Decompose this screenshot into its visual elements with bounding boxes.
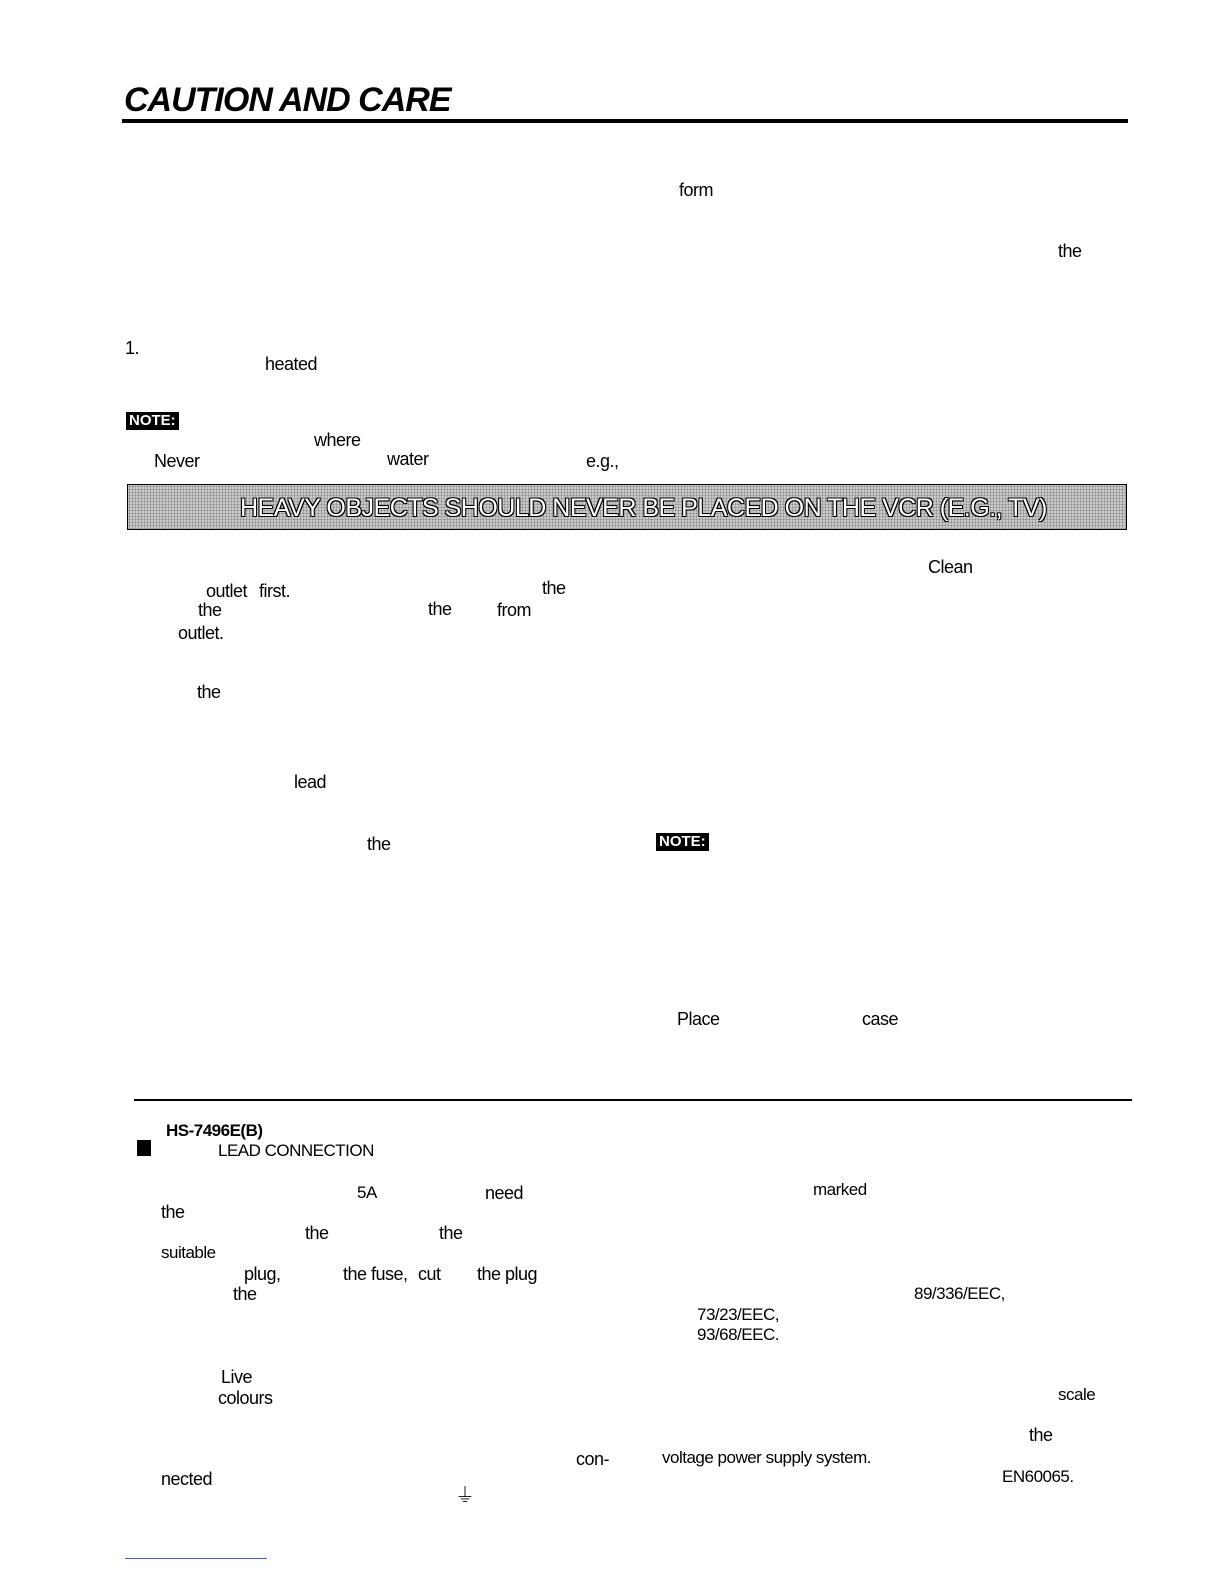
text-fragment: 73/23/EEC,	[697, 1305, 779, 1324]
text-fragment: the plug	[477, 1264, 538, 1284]
text-fragment: 5A	[357, 1183, 377, 1202]
text-fragment: the	[233, 1284, 257, 1304]
text-fragment: e.g.,	[586, 451, 619, 471]
earth-symbol-icon: ⏚	[455, 1485, 475, 1507]
text-fragment: suitable	[161, 1243, 216, 1262]
text-fragment: heated	[265, 354, 318, 374]
text-fragment: where	[314, 430, 361, 450]
text-fragment: case	[862, 1009, 899, 1029]
text-fragment: con-	[576, 1449, 610, 1469]
text-fragment: from	[497, 600, 531, 620]
text-fragment: need	[485, 1183, 524, 1203]
text-fragment: colours	[218, 1388, 273, 1408]
list-number: 1.	[125, 338, 140, 358]
text-fragment: the	[197, 682, 221, 702]
text-fragment: the	[367, 834, 391, 854]
text-fragment: nected	[161, 1469, 213, 1489]
text-fragment: EN60065.	[1002, 1467, 1074, 1486]
note-badge: NOTE:	[656, 833, 709, 851]
warning-banner	[127, 484, 1127, 530]
text-fragment: water	[387, 449, 429, 469]
model-number: HS-7496E(B)	[166, 1121, 263, 1140]
text-fragment: Place	[677, 1009, 720, 1029]
text-fragment: 89/336/EEC,	[914, 1284, 1005, 1303]
text-fragment: lead	[294, 772, 327, 792]
section-heading: LEAD CONNECTION	[218, 1141, 374, 1160]
title-underline	[122, 119, 1128, 123]
text-fragment: 93/68/EEC.	[697, 1325, 779, 1344]
text-fragment: the fuse,	[343, 1264, 408, 1284]
text-fragment: Never	[154, 451, 200, 471]
page-title: CAUTION AND CARE	[124, 81, 451, 119]
text-fragment: cut	[418, 1264, 441, 1284]
text-fragment: the	[542, 578, 566, 598]
section-divider	[134, 1099, 1132, 1101]
section-bullet-icon	[137, 1140, 151, 1156]
text-fragment: voltage power supply system.	[662, 1448, 871, 1467]
text-fragment: the	[161, 1202, 185, 1222]
text-fragment: plug,	[244, 1264, 281, 1284]
text-fragment: scale	[1058, 1385, 1096, 1404]
warning-banner-text: HEAVY OBJECTS SHOULD NEVER BE PLACED ON THE VCR (E.G., TV)	[240, 494, 1047, 522]
text-fragment: Live	[221, 1367, 253, 1387]
text-fragment: form	[679, 180, 713, 200]
text-fragment: marked	[813, 1180, 867, 1199]
footer-line	[125, 1558, 267, 1559]
text-fragment: outlet.	[178, 623, 224, 643]
text-fragment: the	[1029, 1425, 1053, 1445]
note-badge: NOTE:	[126, 412, 179, 430]
text-fragment: outlet	[206, 581, 248, 601]
text-fragment: the	[439, 1223, 463, 1243]
text-fragment: the	[1058, 241, 1082, 261]
text-fragment: Clean	[928, 557, 973, 577]
text-fragment: the	[198, 600, 222, 620]
text-fragment: first.	[259, 581, 290, 601]
text-fragment: the	[428, 599, 452, 619]
text-fragment: the	[305, 1223, 329, 1243]
